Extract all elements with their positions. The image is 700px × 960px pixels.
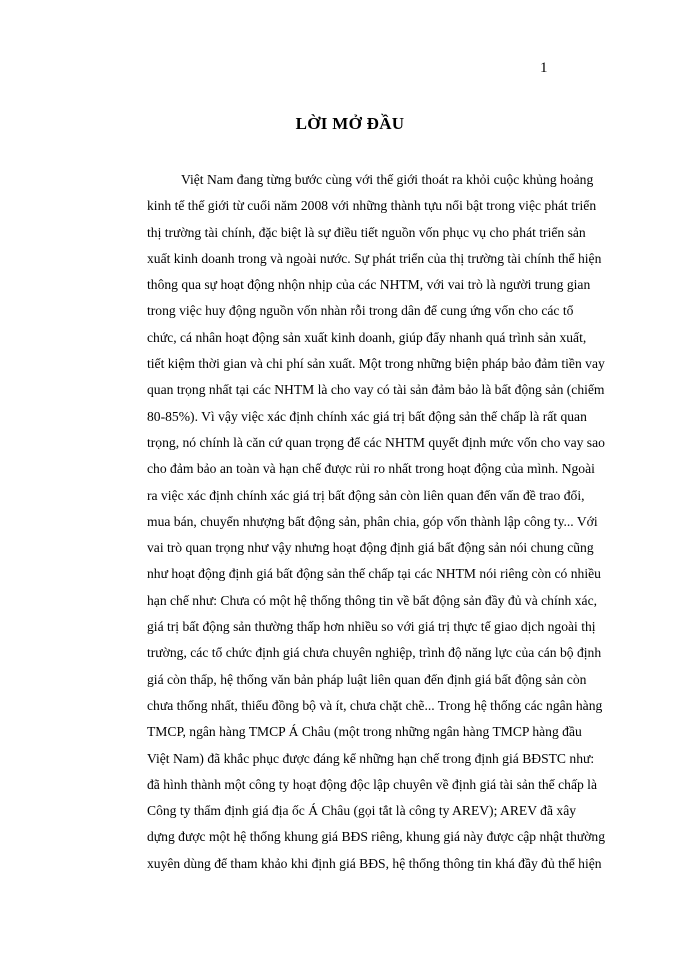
paragraph-line: hạn chế như: Chưa có một hệ thống thông tin về bất động sản đầy đủ và chính xác, xyxy=(147,592,598,608)
paragraph-line: đã hình thành một công ty hoạt động độc lập chuyên về định giá tài sản thế chấp là xyxy=(147,776,597,792)
page-title: LỜI MỞ ĐẦU xyxy=(295,114,405,133)
paragraph-line: trong việc huy động nguồn vốn nhàn rỗi trong dân để cung ứng vốn cho các tổ xyxy=(147,303,574,319)
paragraph-line: xuyên dùng để tham khảo khi định giá BĐS, hệ thống thông tin khá đầy đủ thể hiện xyxy=(147,855,602,871)
paragraph-line: chức, cá nhân hoạt động sản xuất kinh doanh, giúp đẩy nhanh quá trình sản xuất, xyxy=(147,329,587,345)
paragraph-line: trọng, nó chính là căn cứ quan trọng để các NHTM quyết định mức vốn cho vay sao xyxy=(147,434,605,450)
paragraph-line: tiết kiệm thời gian và chi phí sản xuất. Một trong những biện pháp bảo đảm tiền vay xyxy=(147,356,605,372)
paragraph-line: Việt Nam) đã khắc phục được đáng kể những hạn chế trong định giá BĐSTC như: xyxy=(147,750,595,766)
paragraph-line: thị trường tài chính, đặc biệt là sự điều tiết nguồn vốn phục vụ cho phát triển sản xyxy=(147,224,586,240)
paragraph-line: như hoạt động định giá bất động sản thế chấp tại các NHTM nói riêng còn có nhiều xyxy=(147,566,601,582)
paragraph-line: 80-85%). Vì vậy việc xác định chính xác giá trị bất động sản thế chấp là rất quan xyxy=(147,408,587,424)
page-number: 1 xyxy=(540,60,548,76)
intro-paragraph xyxy=(147,167,606,877)
paragraph-line: chưa thống nhất, thiếu đồng bộ và ít, chưa chặt chẽ... Trong hệ thống các ngân hàng xyxy=(147,697,603,713)
paragraph-line: ra việc xác định chính xác giá trị bất động sản còn liên quan đến vấn đề trao đổi, xyxy=(147,487,585,503)
paragraph-line: Việt Nam đang từng bước cùng với thế giới thoát ra khỏi cuộc khủng hoảng xyxy=(181,172,594,187)
paragraph-line: Công ty thẩm định giá địa ốc Á Châu (gọi tắt là công ty AREV); AREV đã xây xyxy=(147,803,577,819)
paragraph-line: giá còn thấp, hệ thống văn bản pháp luật liên quan đến định giá bất động sản còn xyxy=(147,671,587,687)
paragraph-line: giá trị bất động sản thường thấp hơn nhiều so với giá trị thực tế giao dịch ngoài thị xyxy=(147,619,596,635)
paragraph-line: cho đảm bảo an toàn và hạn chế được rủi ro nhất trong hoạt động của mình. Ngoài xyxy=(147,461,595,477)
paragraph-line: thông qua sự hoạt động nhộn nhịp của các NHTM, với vai trò là người trung gian xyxy=(147,277,591,293)
paragraph-line: trường, các tổ chức định giá chưa chuyên nghiệp, trình độ năng lực của cán bộ định xyxy=(147,645,602,661)
paragraph-line: xuất kinh doanh trong và ngoài nước. Sự phát triển của thị trường tài chính thể hiện xyxy=(147,250,602,266)
paragraph-line: mua bán, chuyển nhượng bất động sản, phân chia, góp vốn thành lập công ty... Với xyxy=(147,513,598,529)
paragraph-line: dựng được một hệ thống khung giá BĐS riêng, khung giá này được cập nhật thường xyxy=(147,829,606,845)
paragraph-line: quan trọng nhất tại các NHTM là cho vay có tài sản đảm bảo là bất động sản (chiếm xyxy=(147,382,605,398)
paragraph-line: kinh tế thế giới từ cuối năm 2008 với những thành tựu nổi bật trong việc phát triển xyxy=(147,198,597,214)
paragraph-line: vai trò quan trọng như vậy nhưng hoạt động định giá bất động sản nói chung cũng xyxy=(147,540,594,556)
paragraph-line: TMCP, ngân hàng TMCP Á Châu (một trong những ngân hàng TMCP hàng đầu xyxy=(147,724,582,740)
